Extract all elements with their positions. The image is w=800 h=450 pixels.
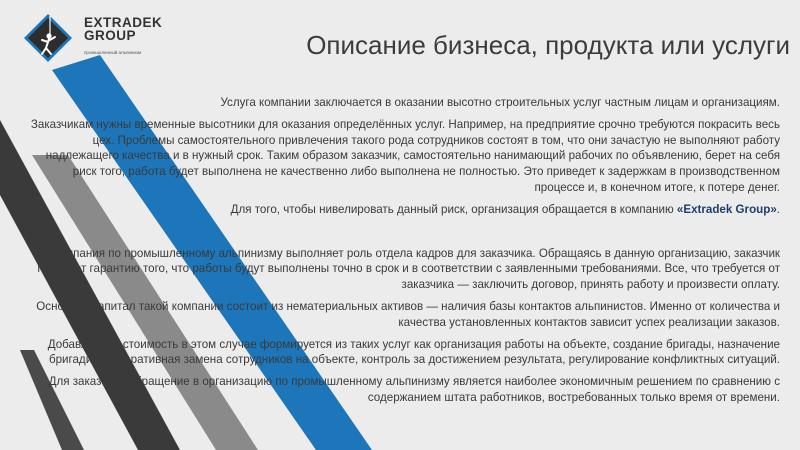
paragraph-problem: Заказчикам нужны временные высотники для оказания определённых услуг. Например, на предприятие срочно требуются покрасить весь цех. Проблемы самостоятельного привлечения такого рода сотрудников состоят в том, что они зачастую не выполняют работу надлежащего качества и в нужный срок. Таким образом заказчик, самостоятельно нанимающий рабочих по объявлению, берет на себя риск того, работа будет выполнена не качественно либо выполнена не полностью. Это приведет к задержкам в производственном процессе и, в конечном итоге, к потере денег. [30, 117, 780, 194]
risk-text-end: . [776, 202, 780, 216]
paragraph-economy: Для заказчика обращение в организацию по промышленному альпинизму является наиболее экономичным решением по сравнению с содержанием штата работников, востребованных только время от времени. [48, 375, 780, 404]
climber-logo-icon [20, 12, 76, 64]
logo-name-line2: GROUP [84, 28, 137, 43]
logo-wordmark [84, 16, 162, 42]
company-logo [18, 10, 188, 62]
paragraph-service: Услуга компании заключается в оказании высотно строительных услуг частным лицам и организациям. [220, 96, 780, 109]
brand-name: «Extradek Group» [676, 202, 777, 216]
paragraph-value: Добавленная стоимость в этом случае формируется из таких услуг как организация работы на объекте, создание бригады, назначение бригадира, оперативная замена сотрудников на объекте, контроль за достижением результата, регулирование конфликтных ситуаций. [47, 337, 780, 367]
paragraph-capital: Основной капитал такой компании состоит из нематериальных активов — наличия базы контактов альпинистов. Именно от количества и качества установленных контактов зависит успех реализации заказов. [36, 299, 780, 329]
risk-text: Для того, чтобы нивелировать данный риск, организация обращается в компанию [230, 202, 677, 216]
logo-name-line1: EXTRADEK [84, 15, 163, 30]
paragraph-role: Компания по промышленному альпинизму выполняет роль отдела кадров для заказчика. Обращаясь в данную организацию, заказчик получает гарантию того, что работы будут выполнены точно в срок и в соответствии с заявленными требованиями. Все, что требуется от заказчика — заключить договор, принять работу и произвести оплату. [37, 246, 780, 292]
slide-title: Описание бизнеса, продукта или услуги [306, 30, 790, 60]
slide-body [30, 95, 780, 412]
logo-tagline: промышленный альпинизм [84, 50, 142, 55]
paragraph-risk [30, 202, 780, 218]
